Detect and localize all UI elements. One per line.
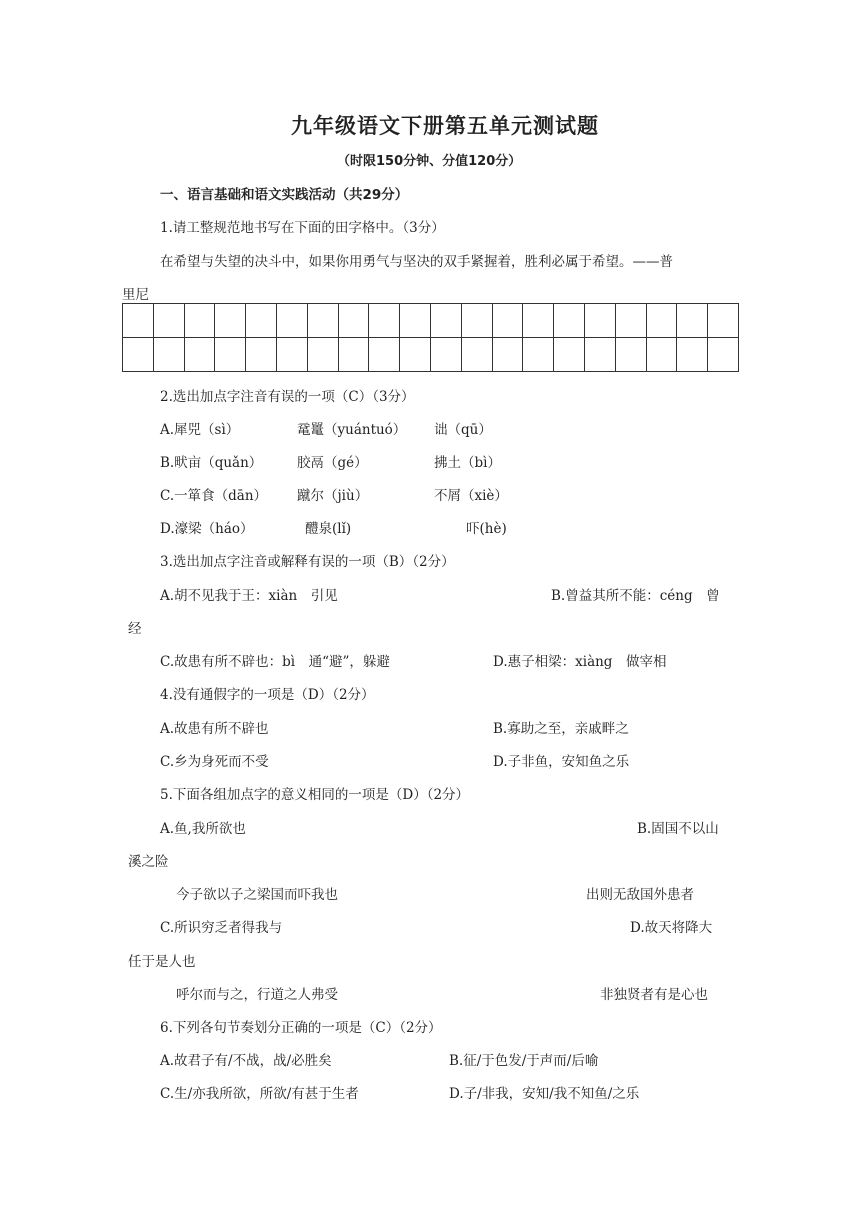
question-6-option-c: C.生/亦我所欲，所欲/有甚于生者	[160, 1086, 359, 1102]
writing-grid[interactable]	[122, 303, 739, 372]
page-subtitle: （时限150分钟、分值120分）	[337, 154, 522, 169]
question-2-option-b: B.畎亩（quǎn）	[160, 455, 263, 471]
question-4-option-b: B.寡助之至，亲戚畔之	[493, 721, 629, 737]
question-5-option-b: B.固国不以山	[637, 821, 719, 837]
question-5-option-d: D.故天将降大	[630, 920, 713, 936]
question-5-option-a: A.鱼,我所欲也	[160, 821, 246, 837]
question-1-quote-cont: 里尼	[122, 287, 149, 303]
question-5-option-a-pair: 今子欲以子之梁国而吓我也	[176, 887, 338, 903]
question-4-option-a: A.故患有所不辟也	[160, 721, 269, 737]
question-2-option-c: C.一箪食（dān）	[160, 488, 268, 504]
question-6-option-b: B.征/于色发/于声而/后喻	[449, 1053, 599, 1069]
question-5-option-d-pair: 非独贤者有是心也	[600, 987, 708, 1003]
question-5-option-b-cont: 溪之险	[128, 854, 169, 870]
section-heading: 一、语言基础和语文实践活动（共29分）	[160, 187, 409, 203]
question-2-option-c: 不屑（xiè）	[434, 488, 508, 504]
question-3-option-a: A.胡不见我于王：xiàn 引见	[160, 588, 338, 604]
question-4-option-c: C.乡为身死而不受	[160, 754, 269, 770]
question-1-stem: 1.请工整规范地书写在下面的田字格中。（3分）	[160, 220, 445, 236]
question-2-option-a: 鼋鼍（yuántuó）	[297, 422, 407, 438]
question-2-stem: 2.选出加点字注音有误的一项（C）（3分）	[160, 389, 415, 405]
question-6-stem: 6.下列各句节奏划分正确的一项是（C）（2分）	[160, 1020, 442, 1036]
page-title: 九年级语文下册第五单元测试题	[291, 114, 599, 138]
question-2-option-d: 吓(hè)	[466, 521, 507, 537]
question-2-option-a: 诎（qū）	[434, 422, 492, 438]
question-5-option-c: C.所识穷乏者得我与	[160, 920, 283, 936]
question-1-quote: 在希望与失望的决斗中，如果你用勇气与坚决的双手紧握着，胜利必属于希望。——普	[160, 254, 673, 270]
question-2-option-d: D.濠梁（háo）	[160, 521, 254, 537]
question-2-option-d: 醴泉(lǐ)	[305, 521, 352, 537]
question-2-option-b: 胶鬲（gé）	[297, 455, 368, 471]
question-2-option-b: 拂土（bì）	[434, 455, 501, 471]
question-3-option-b: B.曾益其所不能：céng 曾	[551, 588, 720, 604]
question-5-option-d-cont: 任于是人也	[128, 954, 196, 970]
question-3-option-d: D.惠子相梁：xiàng 做宰相	[493, 654, 667, 670]
question-5-option-c-pair: 呼尔而与之，行道之人弗受	[176, 987, 338, 1003]
question-3-option-b-cont: 经	[128, 621, 142, 637]
question-5-stem: 5.下面各组加点字的意义相同的一项是（D）（2分）	[160, 787, 470, 803]
question-6-option-a: A.故君子有/不战，战/必胜矣	[160, 1053, 332, 1069]
question-4-stem: 4.没有通假字的一项是（D）（2分）	[160, 687, 375, 703]
question-2-option-c: 蹴尔（jiù）	[297, 488, 369, 504]
question-3-stem: 3.选出加点字注音或解释有误的一项（B）（2分）	[160, 554, 455, 570]
writing-grid-row	[123, 338, 739, 372]
question-6-option-d: D.子/非我，安知/我不知鱼/之乐	[449, 1086, 640, 1102]
question-3-option-c: C.故患有所不辟也：bì 通“避”，躲避	[160, 654, 390, 670]
writing-grid-row	[123, 304, 739, 338]
question-2-option-a: A.犀兕（sì）	[160, 422, 240, 438]
question-5-option-b-pair: 出则无敌国外患者	[586, 887, 694, 903]
question-4-option-d: D.子非鱼，安知鱼之乐	[493, 754, 630, 770]
